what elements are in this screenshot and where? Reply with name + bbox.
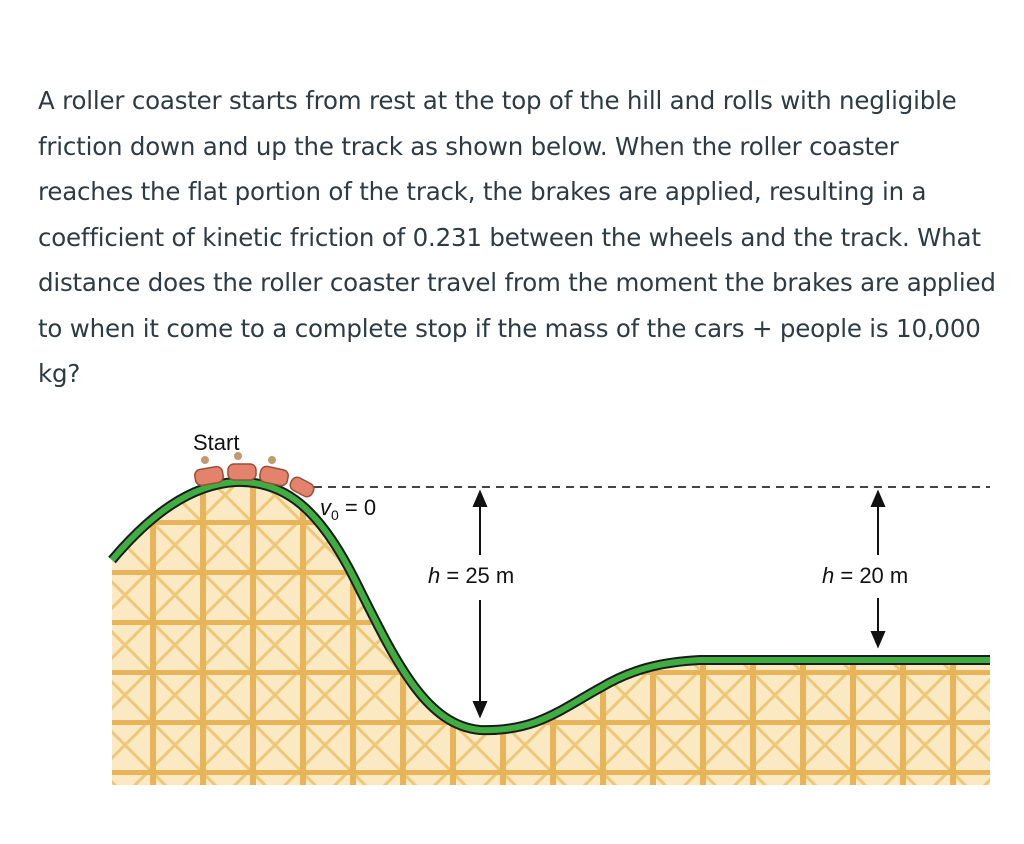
scaffolding (112, 470, 992, 790)
start-label: Start (193, 430, 240, 455)
height-label-25: h = 25 m (428, 563, 515, 588)
height-label-20: h = 20 m (822, 563, 909, 588)
problem-text: A roller coaster starts from rest at the top of the hill and rolls with negligible friction down and up the track as shown below. When the roller coaster reaches the flat portion of the track, the brakes are applied, resulting in a coefficient of kinetic friction of 0.231 between the wheels and the track. What distance does the roller coaster travel from the moment the brakes are applied to when it come to a complete stop if the mass of the cars + people is 10,000 kg? (38, 86, 996, 388)
roller-coaster-diagram (0, 420, 1024, 800)
height-arrow-25 (474, 492, 486, 716)
initial-velocity-label: $v_0 = 0$ (320, 495, 377, 523)
